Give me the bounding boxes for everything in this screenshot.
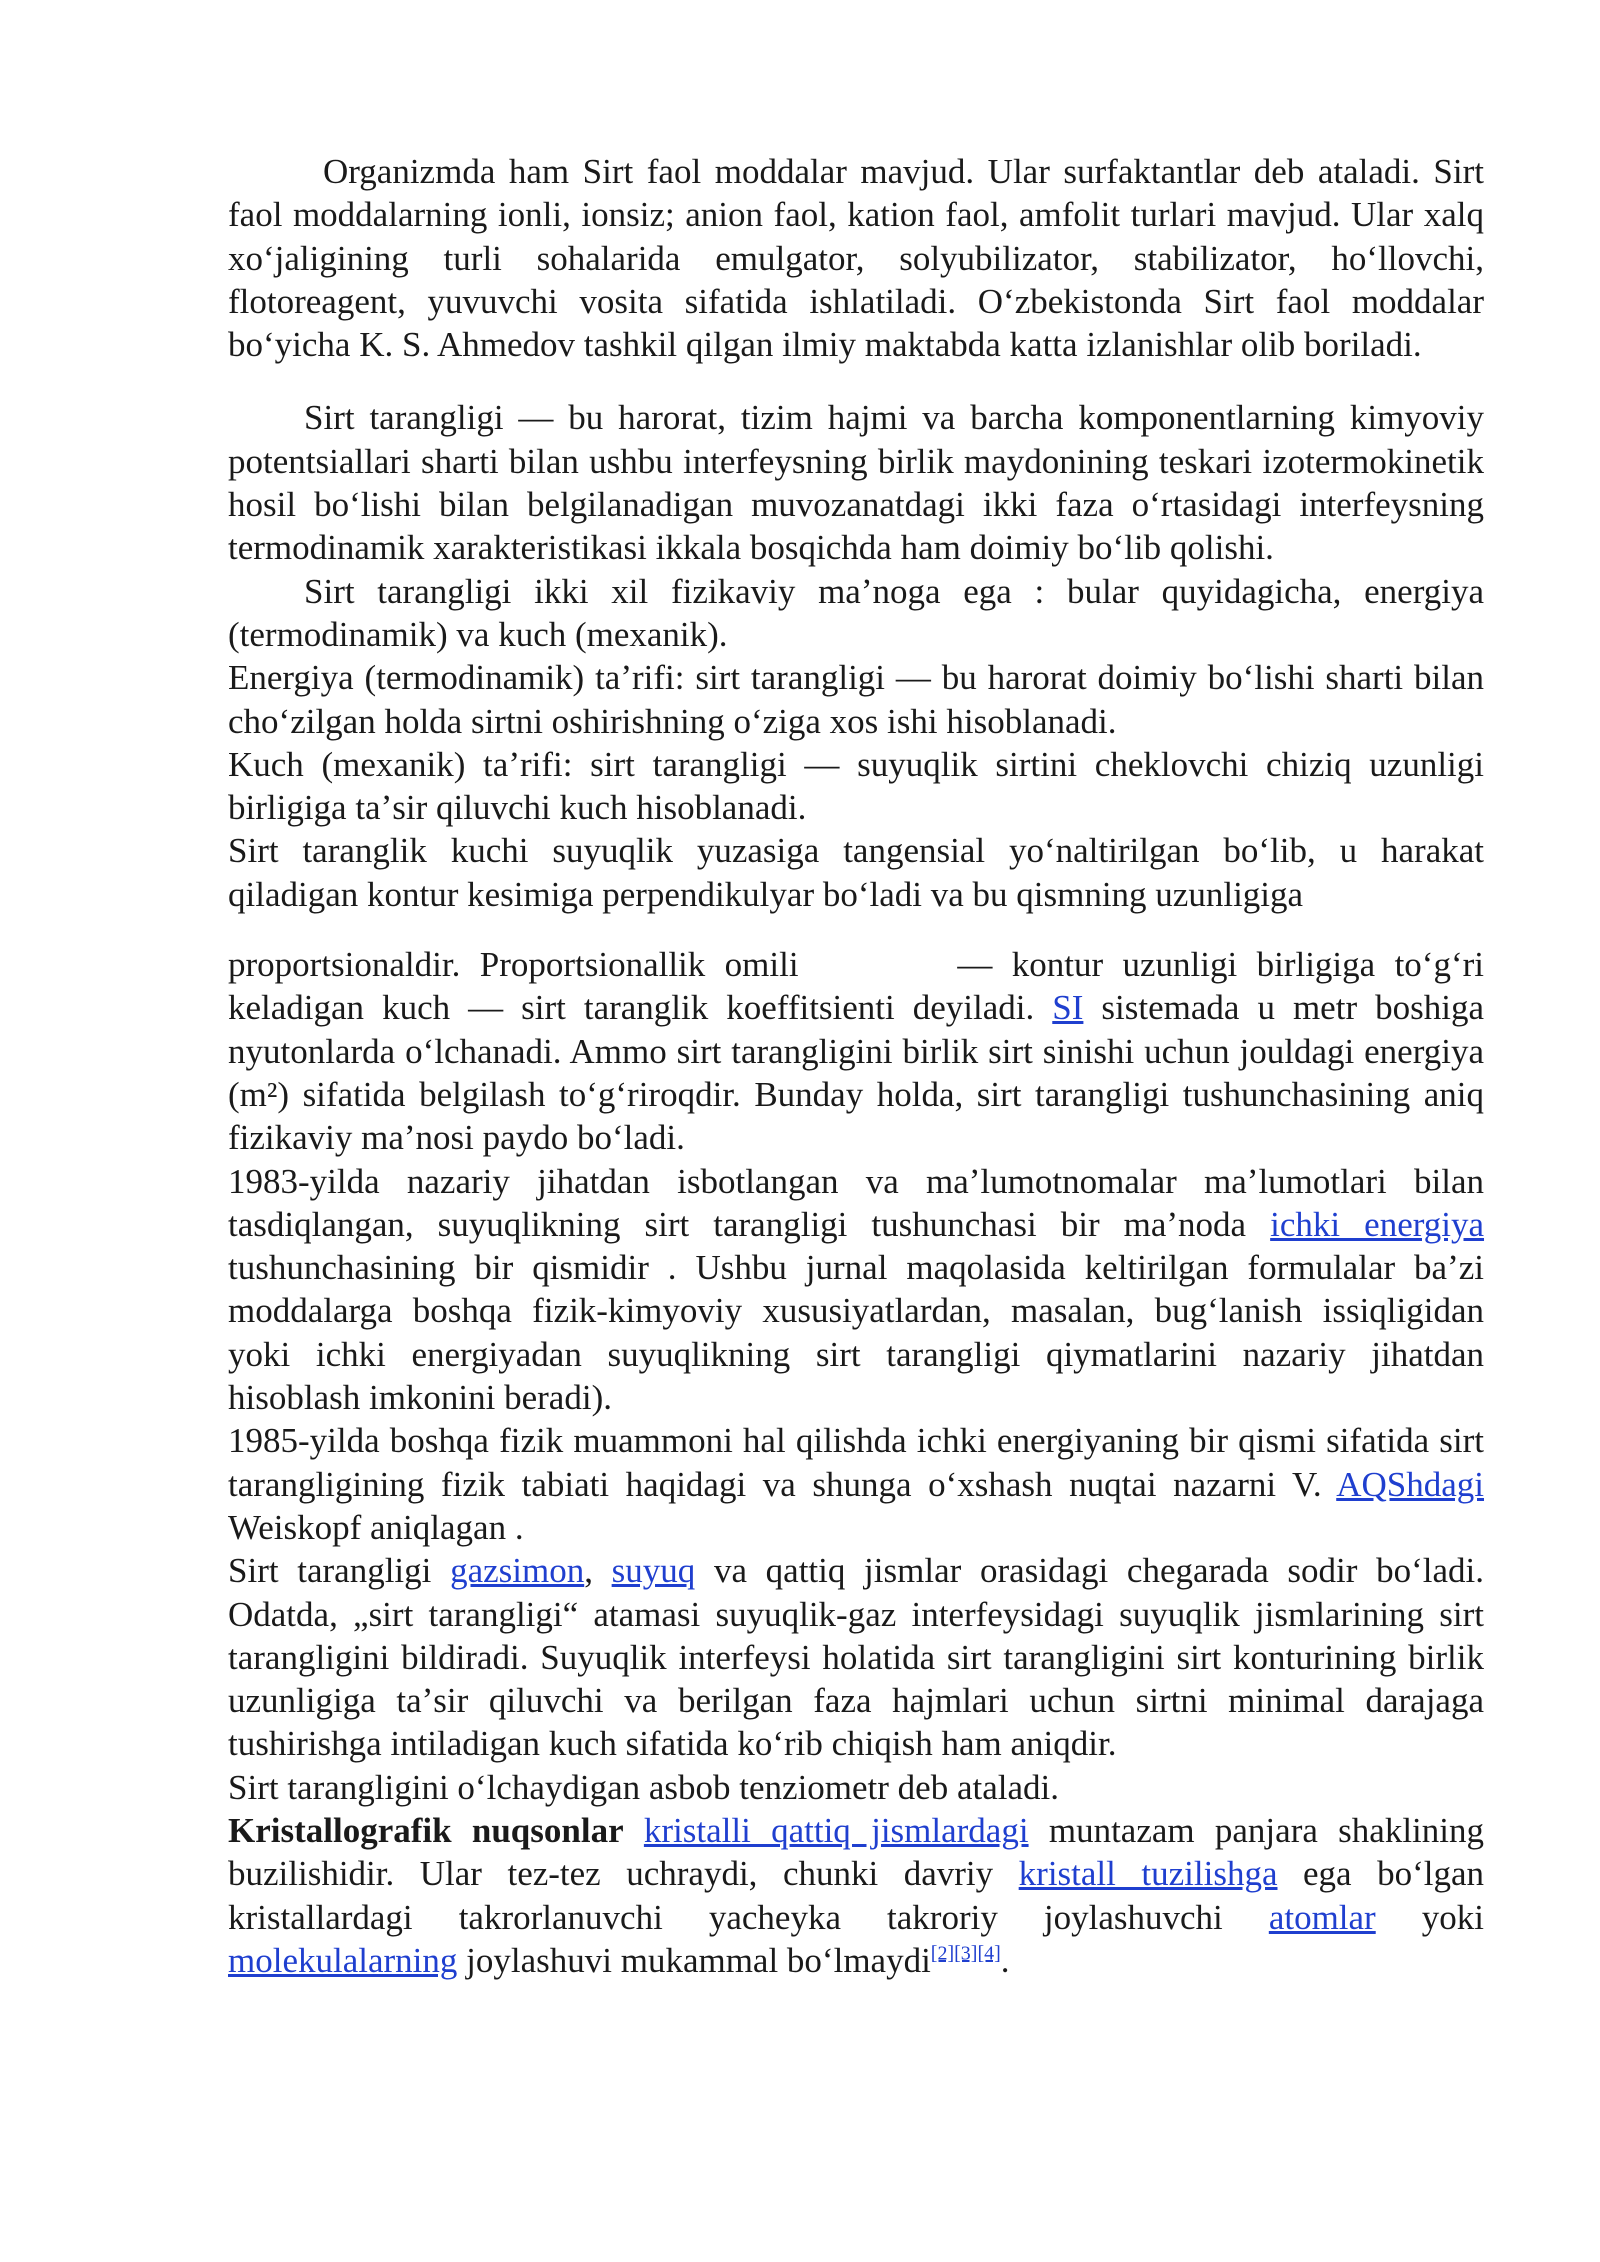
paragraph-interfaces [228, 1549, 1484, 1765]
link-molecules[interactable]: molekulalarning [228, 1940, 458, 1980]
link-liquid[interactable]: suyuq [611, 1551, 696, 1591]
term-crystallographic-defects: Kristallografik nuqsonlar [228, 1810, 624, 1850]
link-internal-energy[interactable]: ichki energiya [1270, 1204, 1485, 1244]
text-run: muntazam panjara shaklining buzilishidir. Ular tez-tez uchraydi, chunki davriy [228, 1810, 1484, 1894]
text-run: proportsionaldir. Proportsionallik omili [228, 945, 799, 985]
text-run: joylashuvi mukammal boʻlmaydi [466, 1940, 931, 1980]
paragraph-crystal-defects [228, 1809, 1484, 1982]
text-run: . [1000, 1940, 1010, 1980]
paragraph-surfactants: Organizmda ham Sirt faol moddalar mavjud. Ular surfaktantlar deb ataladi. Sirt faol moddalarning ionli, ionsiz; anion faol, kation faol, amfolit turlari mavjud. Ular xalq xoʻjaligining turli sohalarida emulgator, solyubilizator, stabilizator, hoʻllovchi, flotoreagent, yuvuvchi vosita sifatida ishlatiladi. Oʻzbekistonda Sirt faol moddalar boʻyicha K. S. Ahmedov tashkil qilgan ilmiy maktabda katta izlanishlar olib boriladi. [228, 152, 1484, 365]
text-run: tushunchasining bir qismidir . Ushbu jurnal maqolasida keltirilgan formulalar baʼzi moddalarga boshqa fizik-kimyoviy xususiyatlardan, masalan, bugʻlanish issiqligidan yoki ichki energiyadan suyuqlikning sirt tarangligi qiymatlarini nazariy jihatdan hisoblash imkonini beradi). [228, 1248, 1484, 1418]
paragraph-tensiometer: Sirt tarangligini oʻlchaydigan asbob tenziometr deb ataladi. [228, 1767, 1059, 1807]
paragraph-energy-definition: Energiya (termodinamik) taʼrifi: sirt tarangligi — bu harorat doimiy boʻlishi sharti bilan choʻzilgan holda sirtni oshirishning oʻziga xos ishi hisoblanadi. [228, 658, 1484, 741]
link-crystalline-solids[interactable]: kristalli qattiq jismlardagi [643, 1810, 1029, 1850]
paragraph-tangential-force: Sirt taranglik kuchi suyuqlik yuzasiga tangensial yoʻnaltirilgan boʻlib, u harakat qiladigan kontur kesimiga perpendikulyar boʻladi va bu qismning uzunligiga [228, 831, 1484, 914]
text-run: va qattiq jismlar orasidagi chegarada sodir boʻladi. Odatda, „sirt tarangligi“ atamasi suyuqlik-gaz interfeysidagi suyuqlik jismlarining sirt tarangligini bildiradi. Suyuqlik interfeysi holatida sirt tarangligini sirt konturining birlik uzunligiga taʼsir qiluvchi va berilgan faza hajmlari uchun sirtni minimal darajaga tushirishga intiladigan kuch sifatida koʻrib chiqish ham aniqdir. [228, 1551, 1484, 1764]
paragraph-1983 [228, 1160, 1484, 1420]
link-usa[interactable]: AQShdagi [1336, 1464, 1484, 1504]
document-body [228, 150, 1484, 1982]
link-crystal-structure[interactable]: kristall tuzilishga [1018, 1854, 1278, 1894]
paragraph-surface-tension-definition: Sirt tarangligi — bu harorat, tizim hajmi va barcha komponentlarning kimyoviy potentsiallari sharti bilan ushbu interfeysning birlik maydonining teskari izotermokinetik hosil boʻlishi bilan belgilanadigan muvozanatdagi ikki faza oʻrtasidagi interfeysning termodinamik xarakteristikasi ikkala bosqichda ham doimiy boʻlib qolishi. [228, 398, 1484, 568]
link-atoms[interactable]: atomlar [1268, 1897, 1376, 1937]
text-run: Weiskopf aniqlagan . [228, 1507, 524, 1547]
paragraph-proportionality [228, 943, 1484, 1159]
text-run: yoki [1421, 1897, 1485, 1937]
text-run: Sirt tarangligi [228, 1551, 432, 1591]
paragraph-two-meanings: Sirt tarangligi ikki xil fizikaviy maʼnoga ega : bular quyidagicha, energiya (termodinamik) va kuch (mexanik). [228, 571, 1484, 654]
text-run: 1983-yilda nazariy jihatdan isbotlangan va maʼlumotnomalar maʼlumotlari bilan tasdiqlangan, suyuqlikning sirt tarangligi tushunchasi bir maʼnoda [228, 1161, 1484, 1244]
reference-links[interactable]: [2][3][4] [930, 1942, 1001, 1965]
link-gaseous[interactable]: gazsimon [450, 1551, 585, 1591]
link-si[interactable]: SI [1052, 988, 1084, 1028]
text-run: 1985-yilda boshqa fizik muammoni hal qilishda ichki energiyaning bir qismi sifatida sirt tarangligining fizik tabiati haqidagi va shunga oʻxshash nuqtai nazarni V. [228, 1421, 1484, 1504]
paragraph-force-definition: Kuch (mexanik) taʼrifi: sirt tarangligi — suyuqlik sirtini cheklovchi chiziq uzunligi birligiga taʼsir qiluvchi kuch hisoblanadi. [228, 744, 1484, 828]
text-run: sistemada u metr boshiga nyutonlarda oʻlchanadi. Ammo sirt tarangligini birlik sirt sinishi uchun jouldagi energiya (m²) sifatida belgilash toʻgʻriroqdir. Bunday holda, sirt tarangligi tushunchasining aniq fizikaviy maʼnosi paydo boʻladi. [228, 988, 1484, 1158]
text-run: ega boʻlgan kristallardagi takrorlanuvchi yacheyka takroriy joylashuvchi [228, 1854, 1485, 1937]
text-run: — kontur uzunligi birligiga toʻgʻri keladigan kuch — sirt taranglik koeffitsienti deyiladi. [228, 945, 1484, 1028]
paragraph-1985 [228, 1419, 1484, 1549]
text-run: , [584, 1551, 593, 1591]
